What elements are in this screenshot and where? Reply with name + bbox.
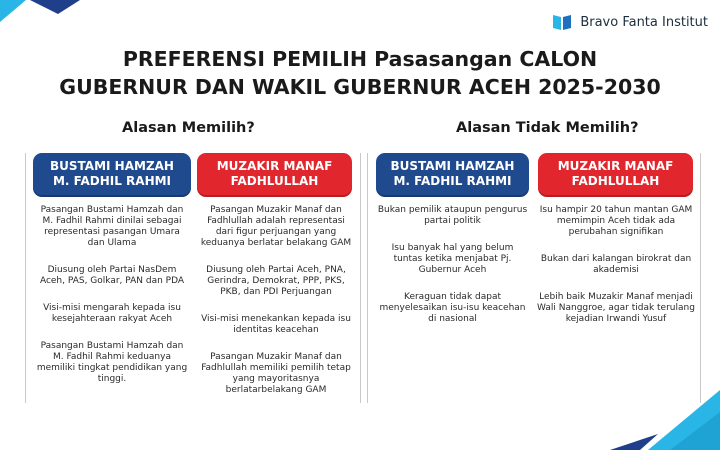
list-item: Pasangan Bustami Hamzah dan M. Fadhil Rahmi keduanya memiliki tingkat pendidikan yang tinggi.	[36, 341, 188, 384]
brand	[552, 13, 708, 31]
candidate-name-line: FADHLULLAH	[571, 174, 660, 188]
list-item: Diusung oleh Partai Aceh, PNA, Gerindra, Demokrat, PPP, PKS, PKB, dan PDI Perjuangan	[206, 265, 346, 297]
candidate-name-line: FADHLULLAH	[230, 174, 319, 188]
reasons-list-bustami-not-choose	[376, 205, 529, 341]
candidate-label-bustami-not-choose	[376, 153, 529, 195]
list-item: Pasangan Muzakir Manaf dan Fadhlullah adalah representasi dari figur perjuangan yang keduanya berlatar belakang GAM	[200, 205, 352, 248]
list-item: Keraguan tidak dapat menyelesaikan isu-isu keacehan di nasional	[379, 292, 526, 324]
divider-line	[25, 153, 26, 403]
list-item: Visi-misi mengarah kepada isu kesejahteraan rakyat Aceh	[43, 303, 181, 324]
brand-name: Bravo Fanta Institut	[580, 14, 708, 30]
candidate-label-muzakir-not-choose	[538, 153, 693, 195]
corner-decoration-bottom-right	[610, 390, 720, 450]
candidate-name-line: BUSTAMI HAMZAH	[50, 159, 174, 173]
candidate-name-line: M. FADHIL RAHMI	[52, 174, 172, 188]
candidate-label-bustami-choose	[33, 153, 191, 195]
list-item: Visi-misi menekankan kepada isu identitas keacehan	[201, 314, 351, 335]
list-item: Isu banyak hal yang belum tuntas ketika menjabat Pj. Gubernur Aceh	[391, 243, 514, 275]
list-item: Pasangan Bustami Hamzah dan M. Fadhil Rahmi dinilai sebagai representasi pasangan Umara dan Ulama	[40, 205, 184, 248]
list-item: Diusung oleh Partai NasDem Aceh, PAS, Golkar, PAN dan PDA	[39, 265, 185, 286]
title-line-2: GUBERNUR DAN WAKIL GUBERNUR ACEH 2025-2030	[59, 75, 661, 99]
reasons-list-muzakir-choose	[197, 205, 355, 412]
list-item: Bukan dari kalangan birokrat dan akademisi	[540, 254, 692, 275]
divider-line	[700, 153, 701, 403]
reasons-list-muzakir-not-choose	[536, 205, 696, 341]
heading-alasan-memilih: Alasan Memilih?	[122, 120, 255, 136]
divider-line	[367, 153, 368, 403]
page-title	[0, 45, 720, 101]
list-item: Bukan pemilik ataupun pengurus partai politik	[377, 205, 528, 226]
list-item: Isu hampir 20 tahun mantan GAM memimpin Aceh tidak ada perubahan signifikan	[539, 205, 693, 237]
candidate-name-line: BUSTAMI HAMZAH	[390, 159, 515, 173]
candidate-label-muzakir-choose	[197, 153, 352, 195]
title-line-1: PREFERENSI PEMILIH Pasasangan CALON	[122, 47, 598, 71]
list-item: Lebih baik Muzakir Manaf menjadi Wali Nanggroe, agar tidak terulang kejadian Irwandi Yusuf	[537, 292, 695, 324]
heading-alasan-tidak-memilih: Alasan Tidak Memilih?	[456, 120, 639, 136]
candidate-name-line: MUZAKIR MANAF	[557, 159, 674, 173]
divider-line	[360, 153, 361, 403]
candidate-name-line: MUZAKIR MANAF	[216, 159, 333, 173]
reasons-list-bustami-choose	[36, 205, 188, 401]
book-icon	[552, 13, 572, 31]
list-item: Pasangan Muzakir Manaf dan Fadhlullah memiliki pemilih tetap yang mayoritasnya berlatarbelakang GAM	[201, 352, 351, 395]
corner-decoration-top-left	[0, 0, 80, 24]
candidate-name-line: M. FADHIL RAHMI	[393, 174, 512, 188]
